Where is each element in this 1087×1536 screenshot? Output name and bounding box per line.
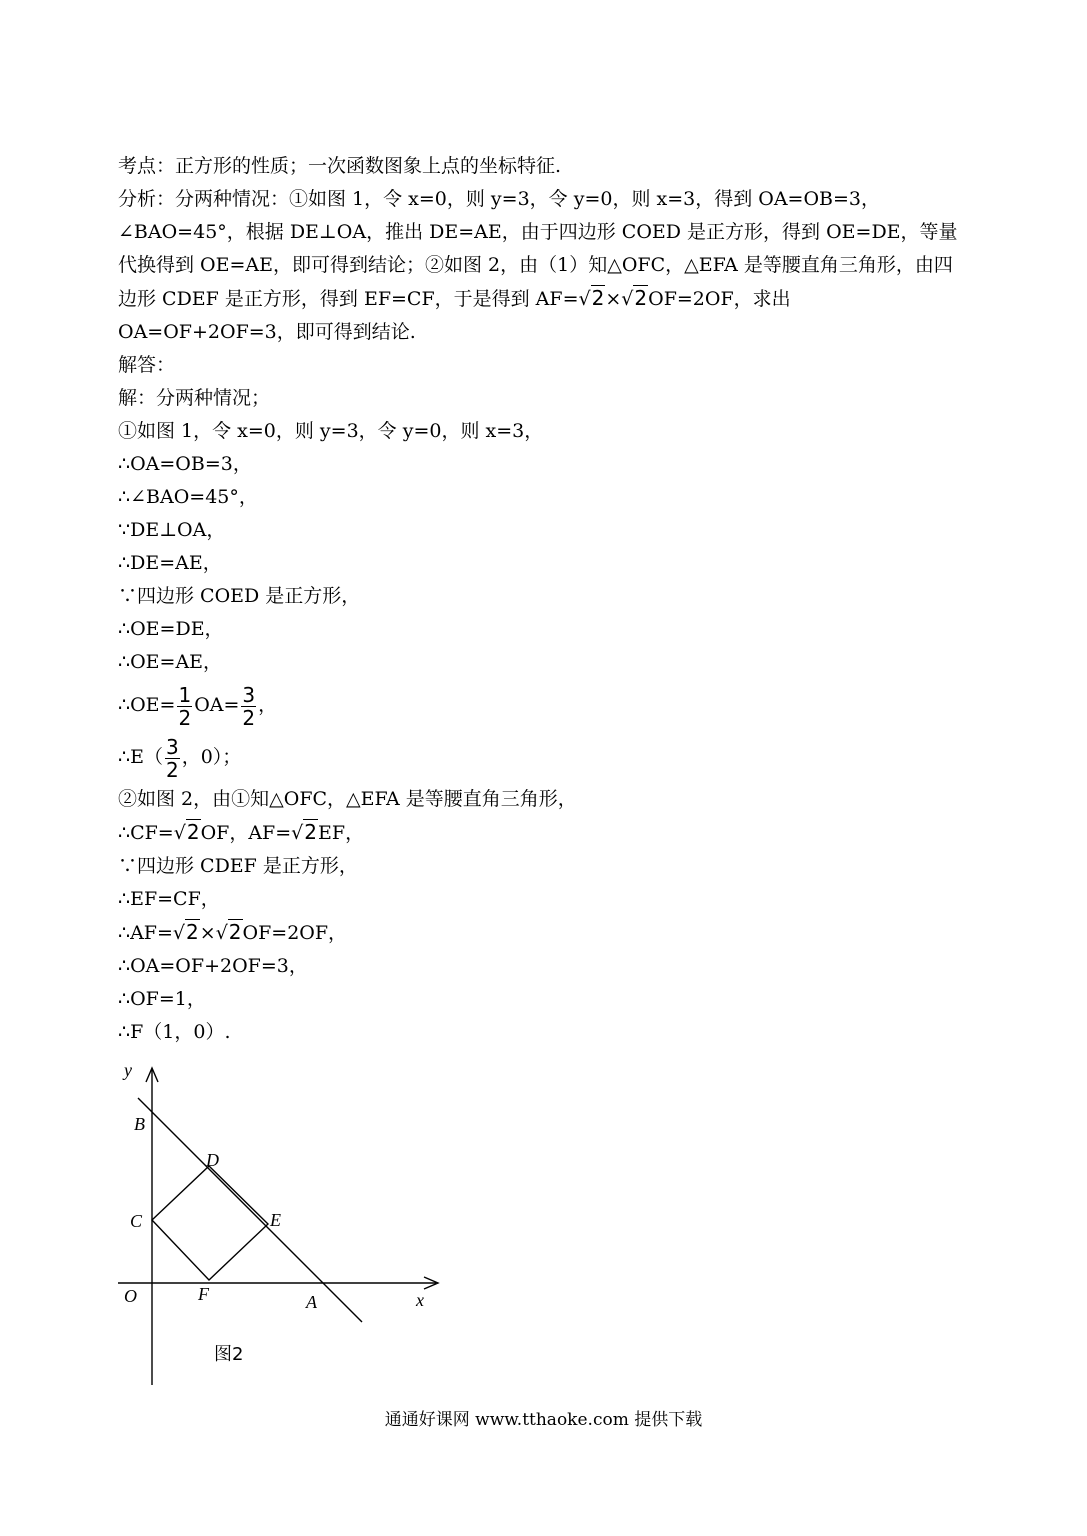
denominator: 2 — [165, 757, 179, 782]
sqrt-2: √2 — [215, 920, 242, 944]
geometry-figure — [110, 1060, 450, 1390]
text: ∴OE= — [118, 694, 176, 716]
sqrt-2: √2 — [173, 820, 200, 844]
text: EF， — [318, 822, 365, 844]
fraction-one-half — [177, 684, 192, 729]
radicand: 2 — [304, 820, 318, 844]
solution-line-19: ∴F（1，0）. — [118, 1021, 231, 1043]
solution-line-5: ∵DE⊥OA， — [118, 519, 226, 541]
text: ∴E（ — [118, 746, 163, 768]
analysis-paragraph — [118, 183, 970, 349]
label-e: E — [270, 1210, 281, 1230]
solution-line-1: 解：分两种情况； — [118, 387, 271, 409]
solution-line-10 — [118, 679, 978, 731]
times-sign: × — [605, 288, 622, 310]
sqrt-2-a: √2 — [578, 286, 605, 310]
solution-line-6: ∴DE=AE， — [118, 552, 222, 574]
solution-line-14: ∵四边形 CDEF 是正方形， — [118, 855, 358, 877]
solution-line-12: ②如图 2，由①知△OFC，△EFA 是等腰直角三角形， — [118, 788, 577, 810]
radicand: 2 — [186, 920, 199, 944]
text: ∴CF= — [118, 822, 174, 844]
numerator: 3 — [165, 734, 179, 759]
jieda-heading: 解答： — [118, 354, 176, 376]
solution-line-3: ∴OA=OB=3， — [118, 453, 252, 475]
label-c: C — [130, 1211, 143, 1231]
solution-line-13 — [118, 816, 978, 850]
label-d: D — [206, 1150, 219, 1170]
solution-line-9: ∴OE=AE， — [118, 651, 223, 673]
solution-line-18: ∴OF=1， — [118, 988, 206, 1010]
solution-line-4: ∴∠BAO=45°， — [118, 486, 258, 508]
label-y: y — [124, 1060, 132, 1080]
fraction-three-halves — [241, 684, 256, 729]
radicand: 2 — [634, 286, 648, 310]
label-b: B — [134, 1114, 145, 1134]
sqrt-2: √2 — [172, 920, 199, 944]
label-a: A — [306, 1292, 317, 1312]
numerator: 3 — [242, 682, 256, 707]
radicand: 2 — [591, 286, 605, 310]
sqrt-2-b: √2 — [621, 286, 648, 310]
denominator: 2 — [178, 705, 192, 730]
label-f: F — [198, 1284, 209, 1304]
kaodian-line: 考点：正方形的性质；一次函数图象上点的坐标特征. — [118, 155, 562, 177]
radicand: 2 — [186, 820, 200, 844]
footer-text: 通通好课网 www.tthaoke.com 提供下载 — [384, 1410, 703, 1430]
text: ，0）； — [181, 746, 242, 768]
analysis-text-2: OF=2OF，求出 OA=OF+2OF=3，即可得到结论. — [118, 288, 791, 343]
label-x: x — [416, 1290, 424, 1310]
times-sign: × — [199, 922, 216, 944]
text: ∴AF= — [118, 922, 173, 944]
sqrt-2: √2 — [291, 820, 318, 844]
text: OF，AF= — [200, 822, 292, 844]
solution-line-16 — [118, 916, 978, 950]
solution-document — [118, 150, 978, 1049]
solution-line-11 — [118, 731, 978, 783]
fraction-three-halves — [165, 736, 180, 781]
solution-line-2: ①如图 1，令 x=0，则 y=3，令 y=0，则 x=3， — [118, 420, 544, 442]
line-ab — [138, 1098, 362, 1322]
solution-line-7: ∵四边形 COED 是正方形， — [118, 585, 361, 607]
text: OA= — [194, 694, 240, 716]
figure-caption: 图2 — [214, 1344, 244, 1365]
solution-line-17: ∴OA=OF+2OF=3， — [118, 955, 308, 977]
analysis-text-1: 分析：分两种情况：①如图 1，令 x=0，则 y=3，令 y=0，则 x=3，得到 OA=OB=3，∠BAO=45°，根据 DE⊥OA，推出 DE=AE，由于四边形 COED 是正方形，得到 OE=DE，等量代换得到 OE=AE，即可得到结论；②如图 2，由（1）知△OFC，△EFA 是等腰直角三角形，由四边形 CDEF 是正方形，得到 EF=CF，于是得到 AF= — [118, 188, 958, 310]
radicand: 2 — [228, 920, 242, 944]
solution-line-8: ∴OE=DE， — [118, 618, 224, 640]
solution-line-15: ∴EF=CF， — [118, 888, 220, 910]
square-cdef — [152, 1166, 268, 1280]
text: ， — [258, 694, 278, 716]
text: OF=2OF， — [242, 922, 348, 944]
denominator: 2 — [242, 705, 256, 730]
label-o: O — [124, 1286, 137, 1306]
numerator: 1 — [178, 682, 192, 707]
